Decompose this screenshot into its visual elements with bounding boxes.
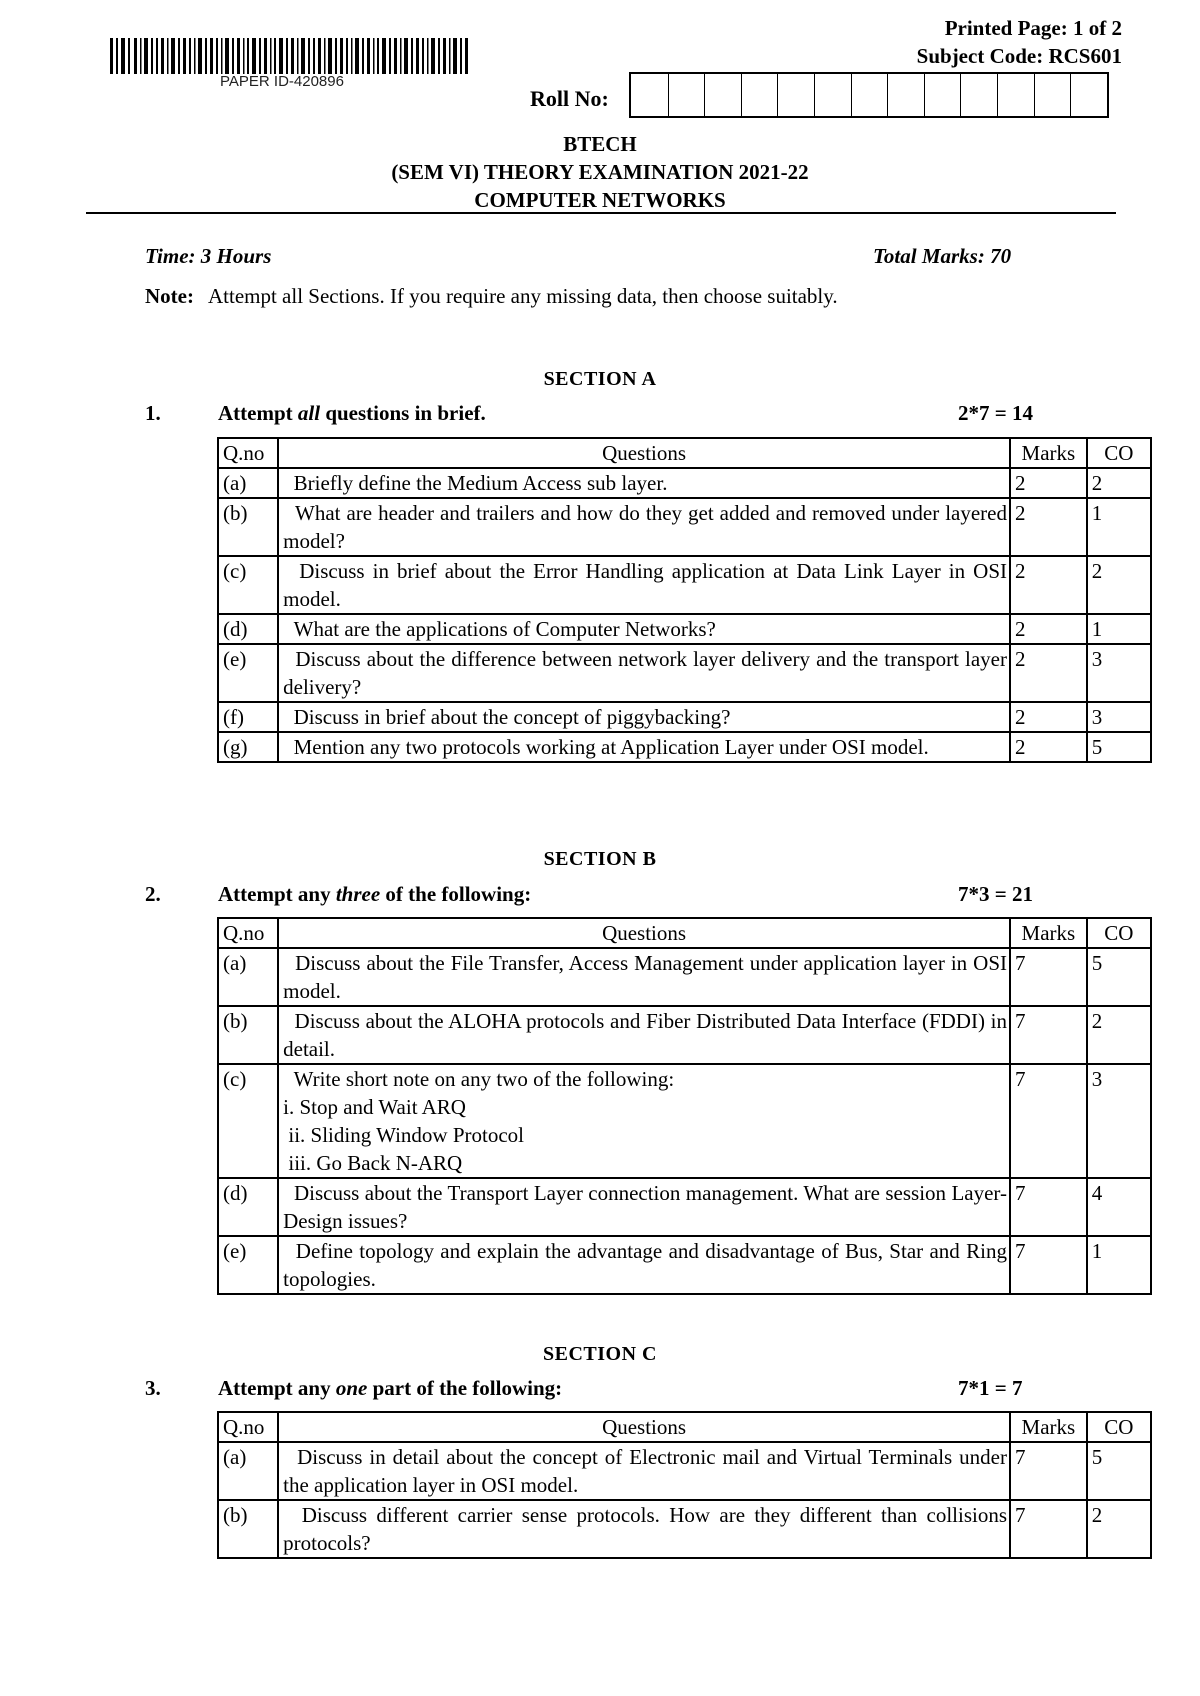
table-row bbox=[218, 702, 1151, 732]
questions-table bbox=[217, 917, 1152, 1295]
question-label: (a) bbox=[218, 1442, 278, 1500]
roll-no-box[interactable] bbox=[741, 74, 778, 116]
questions-table bbox=[217, 1411, 1152, 1559]
table-header-row bbox=[218, 1412, 1151, 1442]
question-co: 5 bbox=[1087, 732, 1151, 762]
table-row bbox=[218, 468, 1151, 498]
question-text: Discuss about the File Transfer, Access Management under application layer in OSI model. bbox=[278, 948, 1010, 1006]
header-questions: Questions bbox=[278, 1412, 1010, 1442]
roll-no-box[interactable] bbox=[814, 74, 851, 116]
table-header-row bbox=[218, 918, 1151, 948]
table-row bbox=[218, 1500, 1151, 1558]
question-label: (c) bbox=[218, 556, 278, 614]
table-row bbox=[218, 1064, 1151, 1178]
header-marks: Marks bbox=[1010, 1412, 1087, 1442]
question-text: Define topology and explain the advantage and disadvantage of Bus, Star and Ring topologies. bbox=[278, 1236, 1010, 1294]
question-label: (c) bbox=[218, 1064, 278, 1178]
header-co: CO bbox=[1087, 438, 1151, 468]
question-marks: 2 bbox=[1010, 556, 1087, 614]
question-text: What are header and trailers and how do they get added and removed under layered model? bbox=[278, 498, 1010, 556]
roll-no-box[interactable] bbox=[777, 74, 814, 116]
question-text: Discuss about the ALOHA protocols and Fiber Distributed Data Interface (FDDI) in detail. bbox=[278, 1006, 1010, 1064]
question-text: Discuss in brief about the Error Handling application at Data Link Layer in OSI model. bbox=[278, 556, 1010, 614]
question-instruction: Attempt any one part of the following: bbox=[218, 1376, 563, 1400]
question-label: (e) bbox=[218, 1236, 278, 1294]
note-label: Note: bbox=[145, 284, 194, 308]
question-co: 5 bbox=[1087, 1442, 1151, 1500]
question-co: 3 bbox=[1087, 1064, 1151, 1178]
header-qno: Q.no bbox=[218, 918, 278, 948]
exam-title: (SEM VI) THEORY EXAMINATION 2021-22 bbox=[391, 160, 809, 184]
total-marks: Total Marks: 70 bbox=[873, 244, 1012, 268]
question-number: 2. bbox=[145, 882, 161, 906]
question-text: Discuss in brief about the concept of piggybacking? bbox=[278, 702, 1010, 732]
question-marks: 2 bbox=[1010, 498, 1087, 556]
sub-option: ii. Sliding Window Protocol bbox=[283, 1123, 524, 1147]
question-label: (b) bbox=[218, 1006, 278, 1064]
question-co: 2 bbox=[1087, 556, 1151, 614]
table-row bbox=[218, 1442, 1151, 1500]
question-label: (d) bbox=[218, 614, 278, 644]
table-row bbox=[218, 1006, 1151, 1064]
question-label: (f) bbox=[218, 702, 278, 732]
section-title: SECTION A bbox=[543, 368, 657, 390]
table-row bbox=[218, 732, 1151, 762]
degree-title: BTECH bbox=[563, 132, 637, 156]
question-co: 5 bbox=[1087, 948, 1151, 1006]
header-marks: Marks bbox=[1010, 918, 1087, 948]
header-co: CO bbox=[1087, 1412, 1151, 1442]
roll-no-box[interactable] bbox=[1034, 74, 1071, 116]
question-label: (a) bbox=[218, 948, 278, 1006]
roll-no-box[interactable] bbox=[997, 74, 1034, 116]
question-label: (d) bbox=[218, 1178, 278, 1236]
question-marks: 2 bbox=[1010, 644, 1087, 702]
table-header-row bbox=[218, 438, 1151, 468]
subject-code: Subject Code: RCS601 bbox=[916, 44, 1122, 68]
roll-no-boxes[interactable] bbox=[629, 72, 1109, 118]
roll-no-box[interactable] bbox=[668, 74, 705, 116]
question-marks: 7 bbox=[1010, 1500, 1087, 1558]
question-co: 3 bbox=[1087, 702, 1151, 732]
header-questions: Questions bbox=[278, 918, 1010, 948]
question-co: 1 bbox=[1087, 498, 1151, 556]
question-text: What are the applications of Computer Networks? bbox=[278, 614, 1010, 644]
question-co: 2 bbox=[1087, 1500, 1151, 1558]
question-label: (e) bbox=[218, 644, 278, 702]
header-rule bbox=[86, 212, 1116, 214]
question-marks: 7 bbox=[1010, 1178, 1087, 1236]
section-marks: 7*3 = 21 bbox=[958, 882, 1033, 906]
question-text: Briefly define the Medium Access sub layer. bbox=[278, 468, 1010, 498]
sub-option: i. Stop and Wait ARQ bbox=[283, 1095, 466, 1119]
section-marks: 2*7 = 14 bbox=[958, 401, 1033, 425]
paper-id: PAPER ID-420896 bbox=[220, 73, 344, 90]
question-marks: 2 bbox=[1010, 702, 1087, 732]
roll-no-box[interactable] bbox=[960, 74, 997, 116]
header-qno: Q.no bbox=[218, 1412, 278, 1442]
question-label: (b) bbox=[218, 498, 278, 556]
question-instruction: Attempt all questions in brief. bbox=[218, 401, 486, 425]
table-row bbox=[218, 1178, 1151, 1236]
question-co: 3 bbox=[1087, 644, 1151, 702]
table-row bbox=[218, 948, 1151, 1006]
header-qno: Q.no bbox=[218, 438, 278, 468]
question-label: (b) bbox=[218, 1500, 278, 1558]
question-label: (g) bbox=[218, 732, 278, 762]
note bbox=[145, 284, 838, 309]
header-co: CO bbox=[1087, 918, 1151, 948]
question-co: 2 bbox=[1087, 1006, 1151, 1064]
question-marks: 2 bbox=[1010, 614, 1087, 644]
roll-no-box[interactable] bbox=[851, 74, 888, 116]
table-row bbox=[218, 556, 1151, 614]
table-row bbox=[218, 644, 1151, 702]
question-marks: 7 bbox=[1010, 1006, 1087, 1064]
table-row bbox=[218, 1236, 1151, 1294]
question-marks: 7 bbox=[1010, 948, 1087, 1006]
question-number: 3. bbox=[145, 1376, 161, 1400]
table-row bbox=[218, 614, 1151, 644]
time-label: Time: 3 Hours bbox=[145, 244, 272, 268]
question-text: Discuss different carrier sense protocols. How are they different than collisions protocols? bbox=[278, 1500, 1010, 1558]
question-instruction: Attempt any three of the following: bbox=[218, 882, 532, 906]
table-row bbox=[218, 498, 1151, 556]
question-text: Discuss in detail about the concept of Electronic mail and Virtual Terminals under the application layer in OSI model. bbox=[278, 1442, 1010, 1500]
roll-no-box[interactable] bbox=[924, 74, 961, 116]
section-title: SECTION C bbox=[543, 1343, 657, 1365]
question-label: (a) bbox=[218, 468, 278, 498]
question-text: Write short note on any two of the following: i. Stop and Wait ARQ ii. Sliding Window Protocol iii. Go Back N-ARQ bbox=[278, 1064, 1010, 1178]
section-title: SECTION B bbox=[543, 848, 657, 870]
course-title: COMPUTER NETWORKS bbox=[474, 188, 726, 212]
question-marks: 7 bbox=[1010, 1064, 1087, 1178]
barcode bbox=[110, 38, 468, 74]
note-text: Attempt all Sections. If you require any missing data, then choose suitably. bbox=[207, 284, 838, 308]
roll-no-box[interactable] bbox=[887, 74, 924, 116]
roll-no-box[interactable] bbox=[1070, 74, 1107, 116]
sub-option: iii. Go Back N-ARQ bbox=[283, 1151, 463, 1175]
header-questions: Questions bbox=[278, 438, 1010, 468]
question-co: 4 bbox=[1087, 1178, 1151, 1236]
question-number: 1. bbox=[145, 401, 161, 425]
question-marks: 2 bbox=[1010, 468, 1087, 498]
question-co: 2 bbox=[1087, 468, 1151, 498]
header-marks: Marks bbox=[1010, 438, 1087, 468]
question-marks: 7 bbox=[1010, 1442, 1087, 1500]
roll-no-label: Roll No: bbox=[530, 86, 609, 111]
question-co: 1 bbox=[1087, 1236, 1151, 1294]
question-marks: 7 bbox=[1010, 1236, 1087, 1294]
questions-table bbox=[217, 437, 1152, 763]
section-marks: 7*1 = 7 bbox=[958, 1376, 1023, 1400]
question-text: Discuss about the Transport Layer connection management. What are session Layer-Design issues? bbox=[278, 1178, 1010, 1236]
roll-no-box[interactable] bbox=[704, 74, 741, 116]
question-co: 1 bbox=[1087, 614, 1151, 644]
question-text: Mention any two protocols working at Application Layer under OSI model. bbox=[278, 732, 1010, 762]
printed-page: Printed Page: 1 of 2 bbox=[944, 16, 1122, 40]
question-marks: 2 bbox=[1010, 732, 1087, 762]
roll-no-box[interactable] bbox=[631, 74, 668, 116]
question-text: Discuss about the difference between network layer delivery and the transport layer delivery? bbox=[278, 644, 1010, 702]
